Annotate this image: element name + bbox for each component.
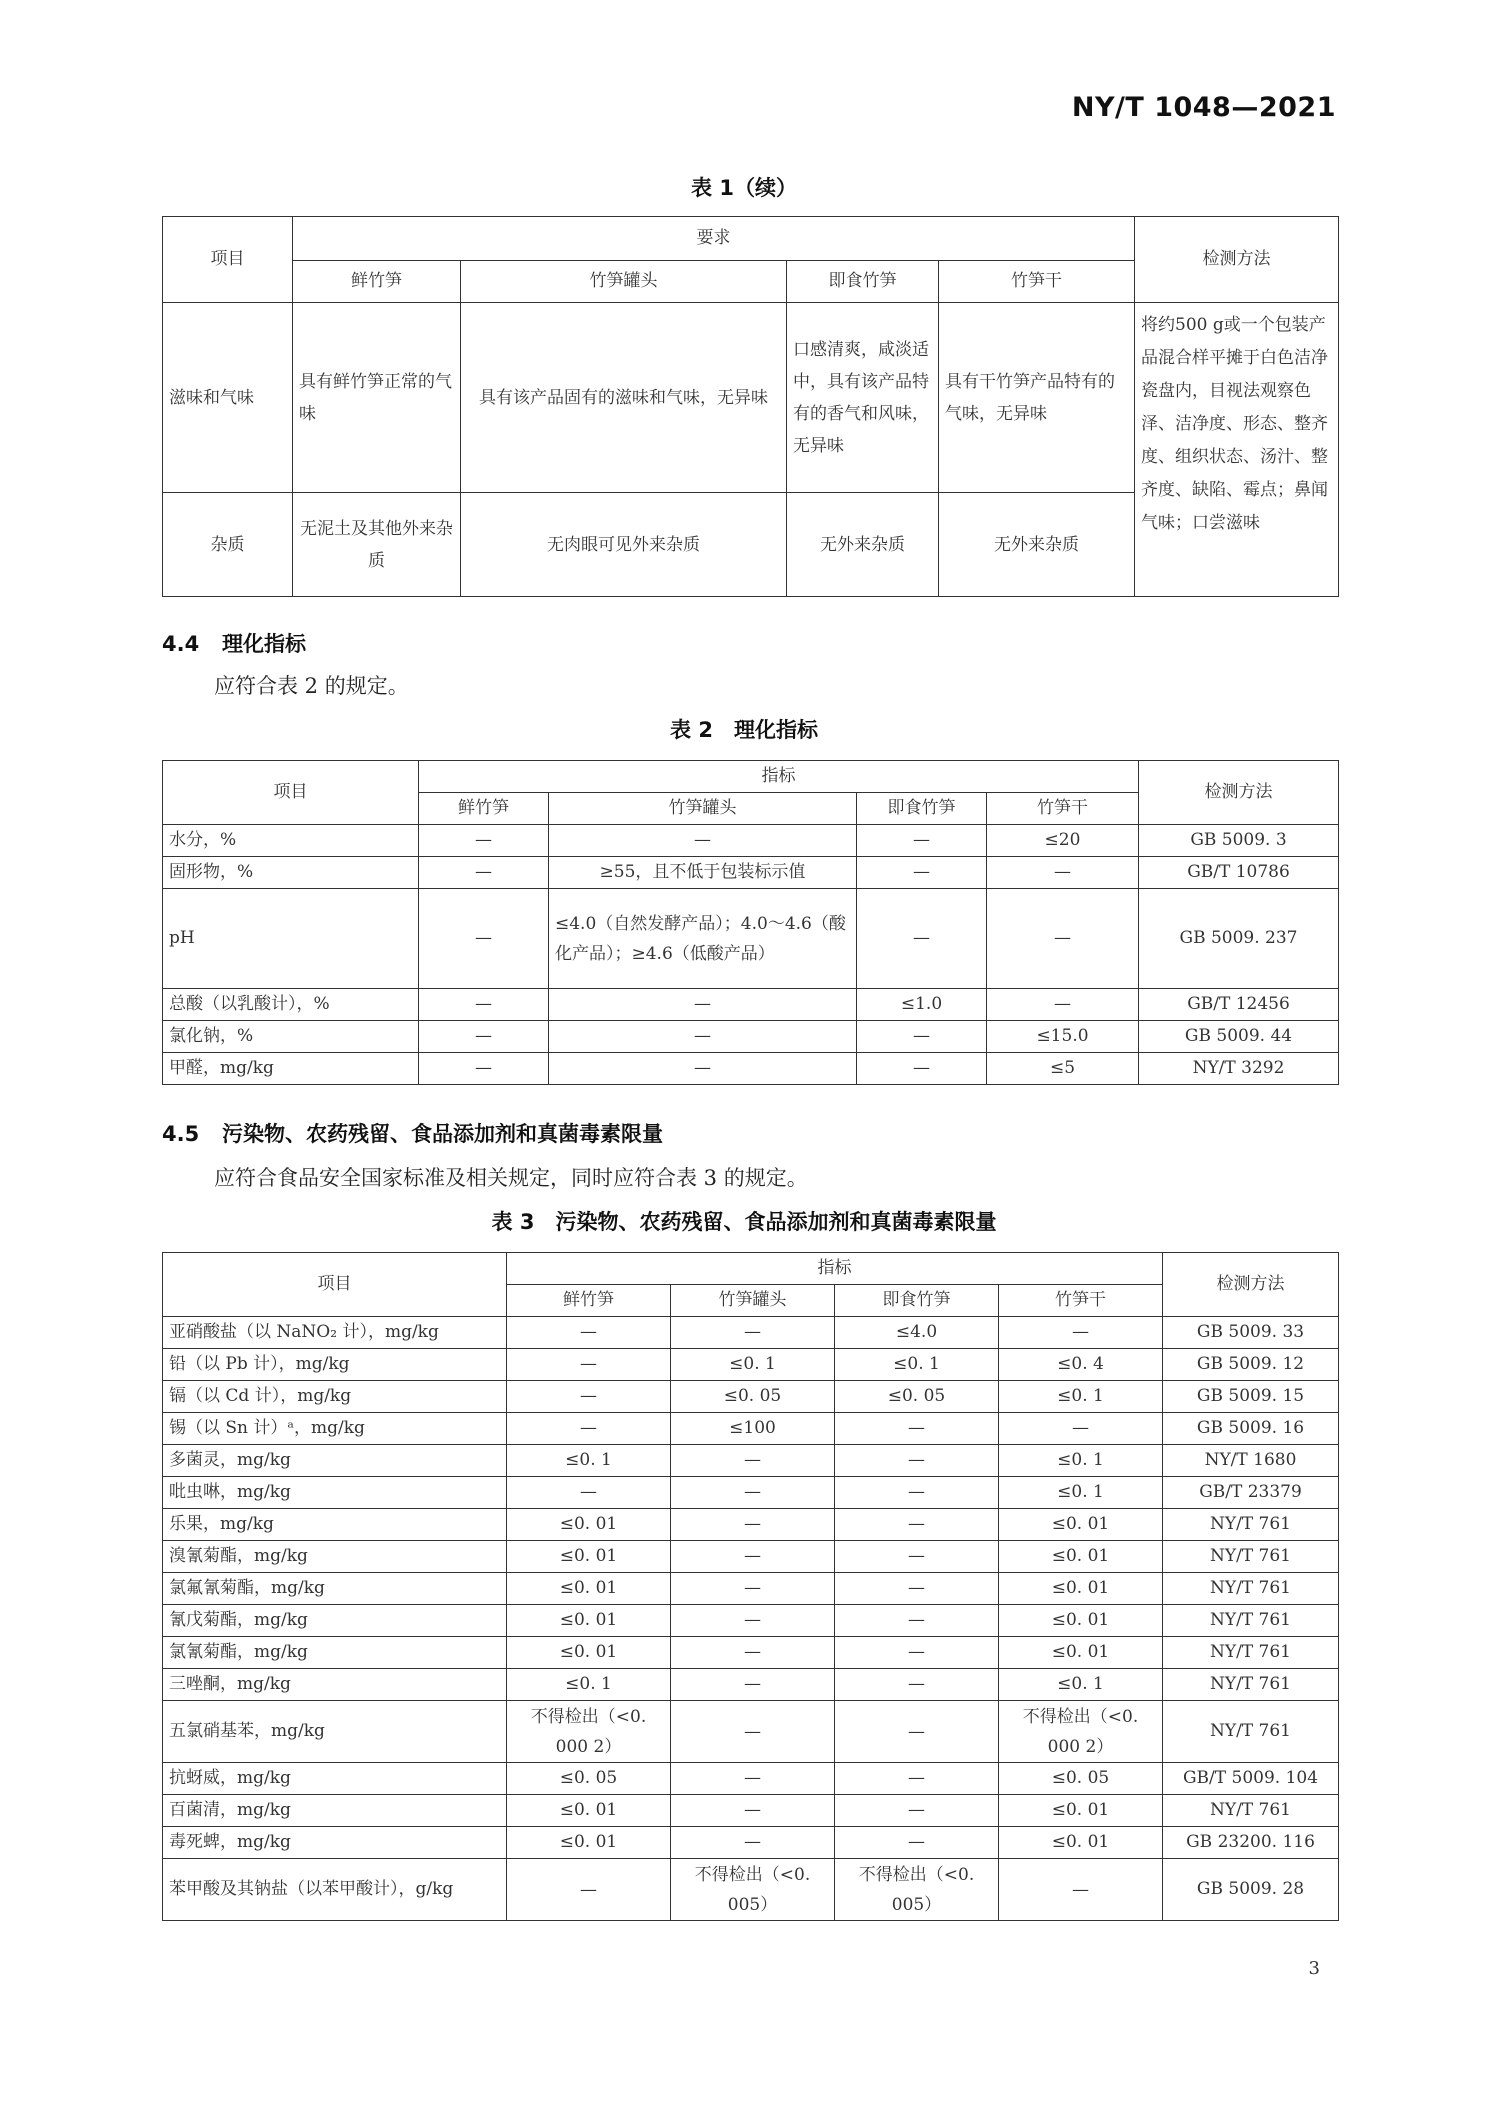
table3-cell: ≤0. 01 <box>999 1605 1163 1637</box>
table1-subheader: 竹笋罐头 <box>461 261 787 303</box>
table3-cell: ≤0. 1 <box>999 1445 1163 1477</box>
table2-method: GB/T 12456 <box>1139 989 1339 1021</box>
table3-method: GB 23200. 116 <box>1163 1827 1339 1859</box>
table2-cell: — <box>857 889 987 989</box>
table3-subheader: 即食竹笋 <box>835 1285 999 1317</box>
table1-cell: 无泥土及其他外来杂质 <box>293 493 461 597</box>
table3-cell: — <box>671 1573 835 1605</box>
table3-method: NY/T 761 <box>1163 1795 1339 1827</box>
table-row <box>163 1541 1339 1573</box>
table3-cell: ≤0. 05 <box>671 1381 835 1413</box>
section-4-4-text: 应符合表 2 的规定。 <box>214 674 409 698</box>
table3-method: GB 5009. 12 <box>1163 1349 1339 1381</box>
table3-method: NY/T 761 <box>1163 1541 1339 1573</box>
table3-cell: ≤0. 01 <box>999 1827 1163 1859</box>
table1-subheader: 竹笋干 <box>939 261 1135 303</box>
table3-cell: 不得检出（<0. 000 2） <box>999 1701 1163 1763</box>
table3-cell: — <box>835 1413 999 1445</box>
table3-cell: — <box>507 1477 671 1509</box>
table2-method: NY/T 3292 <box>1139 1053 1339 1085</box>
table1-subheader: 鲜竹笋 <box>293 261 461 303</box>
table3-item: 氯氰菊酯，mg/kg <box>163 1637 507 1669</box>
table3-item: 亚硝酸盐（以 NaNO₂ 计），mg/kg <box>163 1317 507 1349</box>
table3-cell: — <box>999 1317 1163 1349</box>
table-row <box>163 1413 1339 1445</box>
table-row <box>163 1477 1339 1509</box>
table3-cell: 不得检出（<0. 005） <box>835 1859 999 1921</box>
table3-cell: — <box>835 1637 999 1669</box>
table2-cell: ≤4.0（自然发酵产品）；4.0～4.6（酸化产品）；≥4.6（低酸产品） <box>549 889 857 989</box>
table-row <box>163 1669 1339 1701</box>
table3-item: 多菌灵，mg/kg <box>163 1445 507 1477</box>
table3-subheader: 竹笋罐头 <box>671 1285 835 1317</box>
table3-cell: — <box>671 1701 835 1763</box>
table2-cell: — <box>549 825 857 857</box>
table3-cell: ≤0. 1 <box>671 1349 835 1381</box>
table3-cell: ≤0. 01 <box>999 1795 1163 1827</box>
section-4-5-text: 应符合食品安全国家标准及相关规定，同时应符合表 3 的规定。 <box>214 1166 808 1190</box>
table3-method: NY/T 761 <box>1163 1605 1339 1637</box>
table1-header-requirement: 要求 <box>293 217 1135 261</box>
table3-cell: — <box>835 1669 999 1701</box>
table-row <box>163 1317 1339 1349</box>
table-row <box>163 1763 1339 1795</box>
table3-cell: — <box>671 1477 835 1509</box>
table3-cell: ≤0. 01 <box>999 1541 1163 1573</box>
table3-cell: — <box>835 1477 999 1509</box>
table3-cell: — <box>999 1859 1163 1921</box>
table3-cell: ≤0. 01 <box>999 1573 1163 1605</box>
table3-item: 铅（以 Pb 计），mg/kg <box>163 1349 507 1381</box>
table2-cell: — <box>419 1053 549 1085</box>
table1-header-method: 检测方法 <box>1135 217 1339 303</box>
table2-cell: — <box>419 857 549 889</box>
table3-method: GB 5009. 33 <box>1163 1317 1339 1349</box>
standard-number: NY/T 1048—2021 <box>1071 92 1336 123</box>
table-row <box>163 989 1339 1021</box>
table3-cell: — <box>671 1795 835 1827</box>
section-4-5-heading <box>162 1118 663 1148</box>
table2-header-item: 项目 <box>163 761 419 825</box>
table3-cell: — <box>671 1509 835 1541</box>
table3-cell: ≤0. 01 <box>507 1605 671 1637</box>
table2-cell: ≥55，且不低于包装标示值 <box>549 857 857 889</box>
table2-method: GB 5009. 3 <box>1139 825 1339 857</box>
table3-header-indicator: 指标 <box>507 1253 1163 1285</box>
table-row <box>163 1827 1339 1859</box>
table3-cell: — <box>671 1669 835 1701</box>
table3-cell: ≤0. 1 <box>999 1381 1163 1413</box>
table3-cell: ≤100 <box>671 1413 835 1445</box>
table2-cell: ≤1.0 <box>857 989 987 1021</box>
table3-method: GB 5009. 15 <box>1163 1381 1339 1413</box>
table3-item: 抗蚜威，mg/kg <box>163 1763 507 1795</box>
table2 <box>162 760 1339 1085</box>
table2-subheader: 鲜竹笋 <box>419 793 549 825</box>
table-row <box>163 1795 1339 1827</box>
table3-cell: — <box>671 1827 835 1859</box>
table1-cell: 具有该产品固有的滋味和气味，无异味 <box>461 303 787 493</box>
table2-item: 固形物，% <box>163 857 419 889</box>
table2-cell: — <box>857 825 987 857</box>
table3-item: 氯氟氰菊酯，mg/kg <box>163 1573 507 1605</box>
table-row <box>163 1053 1339 1085</box>
table3-cell: ≤0. 01 <box>507 1795 671 1827</box>
table1-cell: 无外来杂质 <box>787 493 939 597</box>
table2-item: 水分，% <box>163 825 419 857</box>
table2-cell: ≤15.0 <box>987 1021 1139 1053</box>
table-row <box>163 825 1339 857</box>
table3-subheader: 鲜竹笋 <box>507 1285 671 1317</box>
table3-cell: ≤0. 01 <box>999 1509 1163 1541</box>
table-row <box>163 1605 1339 1637</box>
table1-header-item: 项目 <box>163 217 293 303</box>
table2-item: 总酸（以乳酸计），% <box>163 989 419 1021</box>
table1-caption: 表 1（续） <box>691 176 797 200</box>
table3-cell: ≤0. 1 <box>507 1445 671 1477</box>
table3-item: 百菌清，mg/kg <box>163 1795 507 1827</box>
table-row <box>163 1509 1339 1541</box>
table3-cell: — <box>835 1795 999 1827</box>
table3-item: 乐果，mg/kg <box>163 1509 507 1541</box>
table3-header-item: 项目 <box>163 1253 507 1317</box>
table3-cell: ≤0. 1 <box>835 1349 999 1381</box>
table3-cell: ≤0. 01 <box>507 1541 671 1573</box>
table3-cell: — <box>671 1317 835 1349</box>
table2-caption: 表 2 理化指标 <box>670 718 818 742</box>
table1-cell: 无肉眼可见外来杂质 <box>461 493 787 597</box>
table3-cell: — <box>671 1445 835 1477</box>
table3-cell: ≤0. 1 <box>999 1477 1163 1509</box>
table3-cell: — <box>507 1859 671 1921</box>
table2-cell: — <box>419 1021 549 1053</box>
section-4-4-heading <box>162 628 306 658</box>
table3-cell: ≤0. 05 <box>507 1763 671 1795</box>
table-row <box>163 1573 1339 1605</box>
table3-cell: — <box>835 1605 999 1637</box>
page-number: 3 <box>1308 1958 1320 1979</box>
table2-item: 甲醛，mg/kg <box>163 1053 419 1085</box>
table1-cell: 具有鲜竹笋正常的气味 <box>293 303 461 493</box>
table3-item: 溴氰菊酯，mg/kg <box>163 1541 507 1573</box>
table-row <box>163 1381 1339 1413</box>
table3-method: NY/T 761 <box>1163 1573 1339 1605</box>
section-number: 4.5 <box>162 1122 200 1146</box>
table3-cell: — <box>835 1827 999 1859</box>
table2-method: GB 5009. 44 <box>1139 1021 1339 1053</box>
section-title: 理化指标 <box>222 632 306 656</box>
table-row <box>163 1859 1339 1921</box>
table3-cell: — <box>671 1637 835 1669</box>
table1-item: 杂质 <box>163 493 293 597</box>
table3-cell: — <box>835 1763 999 1795</box>
table1-cell: 无外来杂质 <box>939 493 1135 597</box>
table2-method: GB/T 10786 <box>1139 857 1339 889</box>
table3-item: 毒死蜱，mg/kg <box>163 1827 507 1859</box>
table2-subheader: 竹笋干 <box>987 793 1139 825</box>
table2-cell: ≤5 <box>987 1053 1139 1085</box>
table3-cell: ≤4.0 <box>835 1317 999 1349</box>
table3-cell: — <box>671 1763 835 1795</box>
table3-body <box>163 1317 1339 1921</box>
table3-method: NY/T 761 <box>1163 1509 1339 1541</box>
table3-cell: — <box>507 1317 671 1349</box>
table3-cell: — <box>671 1605 835 1637</box>
table2-cell: — <box>419 889 549 989</box>
table3-cell: — <box>835 1573 999 1605</box>
table3-method: GB/T 23379 <box>1163 1477 1339 1509</box>
table3-cell: — <box>835 1701 999 1763</box>
table3-item: 氰戊菊酯，mg/kg <box>163 1605 507 1637</box>
table3-cell: — <box>835 1541 999 1573</box>
table2-cell: — <box>987 889 1139 989</box>
table2-cell: — <box>549 1021 857 1053</box>
table1-item: 滋味和气味 <box>163 303 293 493</box>
table-row <box>163 1349 1339 1381</box>
table3-cell: ≤0. 01 <box>999 1637 1163 1669</box>
table3-item: 锡（以 Sn 计）ᵃ，mg/kg <box>163 1413 507 1445</box>
table2-header-method: 检测方法 <box>1139 761 1339 825</box>
table1-method: 将约500 g或一个包装产品混合样平摊于白色洁净瓷盘内，目视法观察色泽、洁净度、形态、整齐度、组织状态、汤汁、整齐度、缺陷、霉点；鼻闻气味；口尝滋味 <box>1135 303 1339 597</box>
table2-cell: — <box>857 857 987 889</box>
table2-cell: — <box>987 857 1139 889</box>
table1 <box>162 216 1339 597</box>
table3-method: GB 5009. 16 <box>1163 1413 1339 1445</box>
table3-method: GB/T 5009. 104 <box>1163 1763 1339 1795</box>
table3-method: NY/T 1680 <box>1163 1445 1339 1477</box>
table3-method: NY/T 761 <box>1163 1669 1339 1701</box>
table2-cell: — <box>549 989 857 1021</box>
table-row <box>163 303 1339 493</box>
table3-cell: — <box>507 1381 671 1413</box>
table3-cell: ≤0. 1 <box>999 1669 1163 1701</box>
table3-item: 镉（以 Cd 计），mg/kg <box>163 1381 507 1413</box>
table3-cell: ≤0. 01 <box>507 1637 671 1669</box>
table1-cell: 口感清爽，咸淡适中，具有该产品特有的香气和风味，无异味 <box>787 303 939 493</box>
table2-item: 氯化钠，% <box>163 1021 419 1053</box>
table3-item: 苯甲酸及其钠盐（以苯甲酸计），g/kg <box>163 1859 507 1921</box>
table3-item: 三唑酮，mg/kg <box>163 1669 507 1701</box>
table3-item: 吡虫啉，mg/kg <box>163 1477 507 1509</box>
table1-cell: 具有干竹笋产品特有的气味，无异味 <box>939 303 1135 493</box>
table3-cell: — <box>835 1445 999 1477</box>
table-row <box>163 1701 1339 1763</box>
table-row <box>163 1637 1339 1669</box>
table2-cell: — <box>857 1053 987 1085</box>
table2-cell: — <box>419 989 549 1021</box>
table3-method: NY/T 761 <box>1163 1701 1339 1763</box>
table3-method: GB 5009. 28 <box>1163 1859 1339 1921</box>
table-row <box>163 1445 1339 1477</box>
table1-subheader: 即食竹笋 <box>787 261 939 303</box>
table3-item: 五氯硝基苯，mg/kg <box>163 1701 507 1763</box>
table2-cell: — <box>987 989 1139 1021</box>
table3-cell: ≤0. 05 <box>835 1381 999 1413</box>
table3-cell: ≤0. 1 <box>507 1669 671 1701</box>
table3-method: NY/T 761 <box>1163 1637 1339 1669</box>
section-number: 4.4 <box>162 632 200 656</box>
section-title: 污染物、农药残留、食品添加剂和真菌毒素限量 <box>222 1122 663 1146</box>
table3-cell: ≤0. 01 <box>507 1573 671 1605</box>
table3-header-method: 检测方法 <box>1163 1253 1339 1317</box>
table3-subheader: 竹笋干 <box>999 1285 1163 1317</box>
table2-cell: ≤20 <box>987 825 1139 857</box>
table2-cell: — <box>549 1053 857 1085</box>
table3-cell: — <box>671 1541 835 1573</box>
table2-subheader: 竹笋罐头 <box>549 793 857 825</box>
table3-caption: 表 3 污染物、农药残留、食品添加剂和真菌毒素限量 <box>491 1210 997 1234</box>
table-row <box>163 857 1339 889</box>
table3-cell: — <box>999 1413 1163 1445</box>
table-row <box>163 1021 1339 1053</box>
table3-cell: — <box>835 1509 999 1541</box>
table2-subheader: 即食竹笋 <box>857 793 987 825</box>
table2-item: pH <box>163 889 419 989</box>
table3-cell: 不得检出（<0. 005） <box>671 1859 835 1921</box>
table2-header-indicator: 指标 <box>419 761 1139 793</box>
table2-cell: — <box>419 825 549 857</box>
table3-cell: 不得检出（<0. 000 2） <box>507 1701 671 1763</box>
table3-cell: ≤0. 05 <box>999 1763 1163 1795</box>
table2-cell: — <box>857 1021 987 1053</box>
table2-method: GB 5009. 237 <box>1139 889 1339 989</box>
table3 <box>162 1252 1339 1921</box>
table3-cell: ≤0. 4 <box>999 1349 1163 1381</box>
table3-cell: — <box>507 1413 671 1445</box>
table3-cell: — <box>507 1349 671 1381</box>
table-row <box>163 889 1339 989</box>
table3-cell: ≤0. 01 <box>507 1827 671 1859</box>
table3-cell: ≤0. 01 <box>507 1509 671 1541</box>
